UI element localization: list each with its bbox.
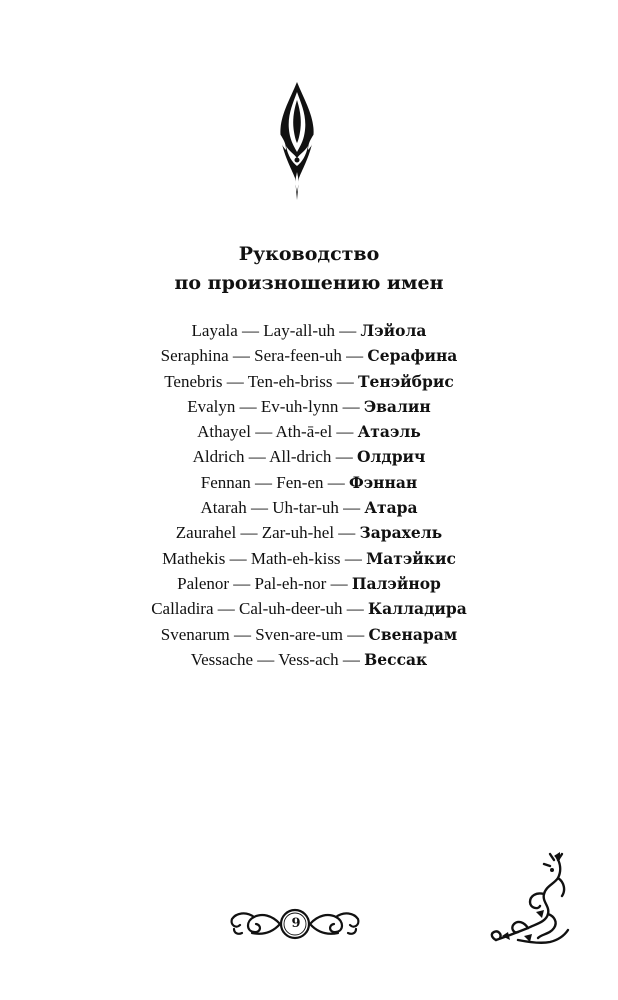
name-en: Atarah [200, 498, 247, 518]
name-ru: Атара [364, 498, 418, 518]
name-en: Athayel [197, 422, 251, 442]
name-pronunciation: Zar-uh-hel [261, 523, 335, 543]
name-ru: Тенэйбрис [357, 371, 454, 391]
name-ru: Серафина [367, 346, 458, 366]
page-number: 9 [291, 916, 301, 931]
name-pronunciation: Uh-tar-uh [272, 498, 339, 518]
name-en: Calladira [151, 599, 214, 619]
list-item: Atarah — Uh-tar-uh — Атара [200, 498, 418, 518]
name-pronunciation: All-drich [269, 447, 332, 467]
list-item: Tenebris — Ten-eh-briss — Тенэйбрис [164, 371, 454, 391]
name-pronunciation: Fen-en [276, 472, 324, 492]
name-pronunciation: Lay-all-uh [263, 321, 336, 340]
title-line-1: Руководство [238, 243, 380, 265]
list-item: Calladira — Cal-uh-deer-uh — Калладира [151, 599, 467, 619]
name-ru: Фэннан [349, 472, 418, 492]
name-pronunciation: Ath-ā-el [275, 422, 333, 442]
name-en: Vessache [190, 649, 254, 669]
name-ru: Зарахель [359, 523, 443, 543]
name-pronunciation: Sven-are-um [255, 624, 344, 644]
name-en: Tenebris [164, 371, 223, 391]
name-ru: Калладира [368, 599, 467, 619]
name-en: Zaurahel [175, 523, 237, 543]
name-en: Mathekis [162, 548, 226, 568]
name-pronunciation: Sera-feen-uh [254, 346, 342, 366]
name-pronunciation: Math-eh-kiss [250, 548, 341, 568]
list-item: Vessache — Vess-ach — Вессак [190, 649, 428, 669]
name-en: Svenarum [160, 624, 230, 644]
name-ru: Вессак [364, 649, 428, 669]
name-en: Evalyn [187, 396, 236, 416]
name-pronunciation: Vess-ach [278, 649, 339, 669]
list-item: Seraphina — Sera-feen-uh — Серафина [160, 346, 458, 366]
list-item: Layala — Lay-all-uh — Лэйола [191, 321, 427, 340]
dragon-corner-ornament-icon [488, 852, 572, 948]
name-pronunciation: Ev-uh-lynn [260, 396, 339, 416]
list-item: Zaurahel — Zar-uh-hel — Зарахель [175, 523, 443, 543]
name-en: Aldrich [192, 447, 245, 467]
list-item: Athayel — Ath-ā-el — Атаэль [197, 422, 421, 442]
flame-leaf-ornament-icon [272, 82, 322, 200]
name-ru: Эвалин [363, 396, 431, 416]
list-item: Svenarum — Sven-are-um — Свенарам [160, 624, 458, 644]
name-en: Fennan [200, 472, 251, 492]
name-ru: Палэйнор [351, 573, 441, 593]
name-pronunciation: Pal-eh-nor [254, 573, 327, 593]
pronunciation-list [0, 318, 618, 672]
name-ru: Лэйола [360, 321, 427, 340]
name-en: Palenor [177, 573, 230, 593]
page-title [0, 240, 618, 298]
name-ru: Атаэль [357, 422, 421, 442]
name-ru: Матэйкис [366, 548, 456, 568]
name-ru: Олдрич [356, 447, 426, 467]
list-item: Fennan — Fen-en — Фэннан [200, 472, 418, 492]
name-ru: Свенарам [368, 624, 458, 644]
list-item: Aldrich — All-drich — Олдрич [192, 447, 426, 467]
name-pronunciation: Cal-uh-deer-uh [239, 599, 343, 619]
name-en: Seraphina [160, 346, 229, 366]
list-item: Evalyn — Ev-uh-lynn — Эвалин [187, 396, 431, 416]
list-item: Palenor — Pal-eh-nor — Палэйнор [177, 573, 441, 593]
name-pronunciation: Ten-eh-briss [247, 371, 333, 391]
list-item: Mathekis — Math-eh-kiss — Матэйкис [162, 548, 456, 568]
name-en: Layala [191, 321, 238, 340]
title-line-2: по произношению имен [174, 272, 444, 294]
